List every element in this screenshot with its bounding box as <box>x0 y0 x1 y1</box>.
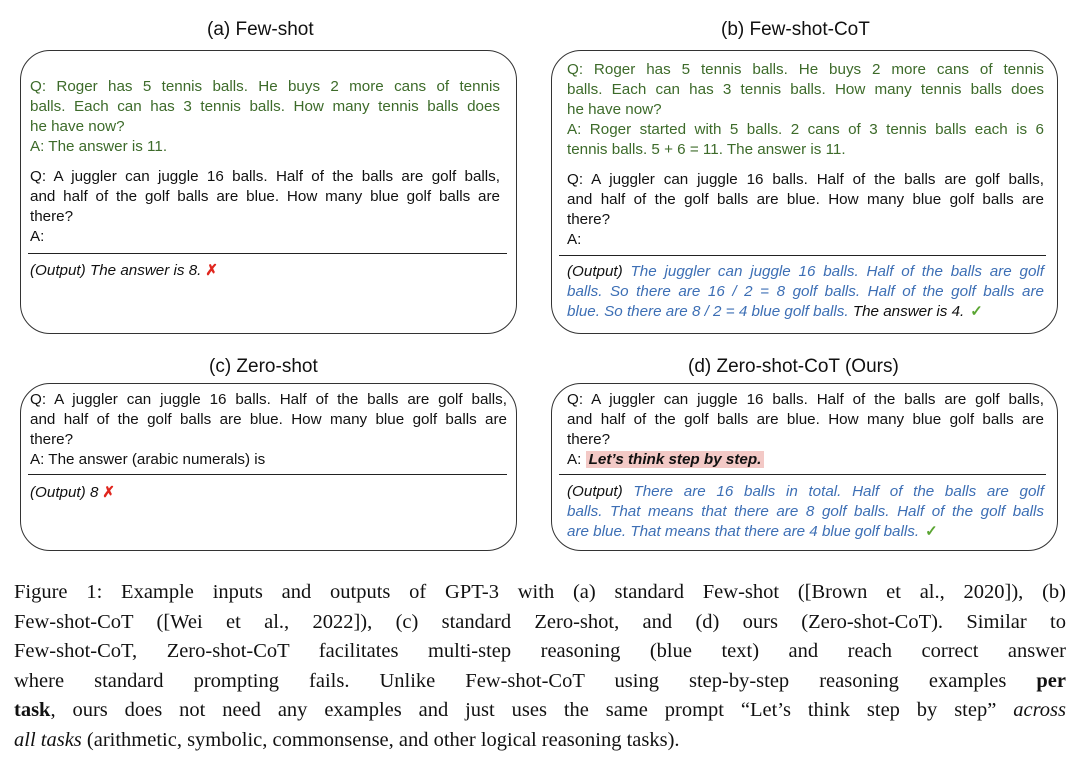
reasoning-line: balls. So there are 16 / 2 = 8 golf balls. Half of the golf balls are <box>567 283 1044 300</box>
answer-prefix: A: <box>567 451 582 468</box>
answer-prompt: A: <box>567 231 582 248</box>
example-question-line: balls. Each can has 3 tennis balls. How many tennis balls does <box>567 81 1044 98</box>
caption-text: (arithmetic, symbolic, commonsense, and other logical reasoning tasks). <box>81 728 680 751</box>
example-answer-line: A: Roger started with 5 balls. 2 cans of 3 tennis balls each is 6 <box>567 121 1044 138</box>
example-answer: A: The answer is 11. <box>30 138 168 155</box>
question-line: there? <box>567 211 611 228</box>
question-line: and half of the golf balls are blue. How many blue golf balls are <box>567 191 1044 208</box>
caption-text: , ours does not need any examples and just uses the same prompt “Let’s think step by step” <box>50 699 997 721</box>
panel-a-title: (a) Few-shot <box>207 19 314 40</box>
question-line: there? <box>30 208 74 225</box>
answer-prompt: A: <box>30 228 45 245</box>
reasoning-line: The juggler can juggle 16 balls. Half of the balls are golf <box>630 263 1044 280</box>
trigger-phrase-highlight: Let’s think step by step. <box>586 451 765 468</box>
reasoning-line: are blue. That means that there are 4 blue golf balls. <box>567 523 920 540</box>
check-mark-icon: ✓ <box>970 303 983 320</box>
panel-d-title: (d) Zero-shot-CoT (Ours) <box>688 356 899 377</box>
panel-a-output <box>30 261 500 281</box>
panel-d-output <box>567 482 1044 542</box>
answer-prompt: A: The answer (arabic numerals) is <box>30 451 266 468</box>
question-line: and half of the golf balls are blue. How many blue golf balls are <box>30 188 500 205</box>
caption-line <box>14 667 1066 697</box>
output-answer: The answer is 4. <box>852 303 965 320</box>
caption-line <box>14 726 1066 756</box>
figure-caption <box>14 578 1066 755</box>
cross-mark-icon: ✗ <box>102 484 116 501</box>
caption-italic: all tasks <box>14 728 82 751</box>
example-question-line: he have now? <box>30 118 125 135</box>
panel-c-content <box>30 390 507 470</box>
output-text: 8 <box>89 484 99 501</box>
panel-b-title: (b) Few-shot-CoT <box>721 19 870 40</box>
example-question-line: Q: Roger has 5 tennis balls. He buys 2 more cans of tennis <box>567 61 1044 78</box>
caption-line: Few-shot-CoT, Zero-shot-CoT facilitates multi-step reasoning (blue text) and reach correct answer <box>14 640 1066 662</box>
check-mark-icon: ✓ <box>925 523 938 540</box>
caption-text: where standard prompting fails. Unlike Few-shot-CoT using step-by-step reasoning examples <box>14 669 1007 692</box>
output-label: (Output) <box>567 263 623 280</box>
cross-mark-icon: ✗ <box>205 262 219 279</box>
question-line: Q: A juggler can juggle 16 balls. Half of the balls are golf balls, <box>30 168 500 185</box>
panel-d-divider <box>559 474 1046 475</box>
caption-bold: per <box>1036 669 1066 692</box>
reasoning-line: balls. That means that there are 8 golf balls. Half of the golf balls <box>567 503 1044 520</box>
output-label: (Output) <box>30 484 86 501</box>
reasoning-line: blue. So there are 8 / 2 = 4 blue golf balls. <box>567 303 849 320</box>
example-question-line: balls. Each can has 3 tennis balls. How many tennis balls does <box>30 98 500 115</box>
panel-a-content <box>30 77 500 247</box>
panel-b-divider <box>559 255 1046 256</box>
panel-b-content <box>567 60 1044 250</box>
panel-b-output <box>567 262 1044 322</box>
example-question-line: he have now? <box>567 101 662 118</box>
caption-line: Figure 1: Example inputs and outputs of GPT-3 with (a) standard Few-shot ([Brown et al., 2020]), (b) <box>14 581 1066 603</box>
question-line: there? <box>567 431 611 448</box>
question-line: Q: A juggler can juggle 16 balls. Half of the balls are golf balls, <box>567 171 1044 188</box>
caption-italic: across <box>1013 699 1067 721</box>
question-line: Q: A juggler can juggle 16 balls. Half of the balls are golf balls, <box>30 391 507 408</box>
example-answer-line: tennis balls. 5 + 6 = 11. The answer is 11. <box>567 141 846 158</box>
output-label: (Output) <box>567 483 623 500</box>
panel-c-divider <box>28 474 507 475</box>
example-question-line: Q: Roger has 5 tennis balls. He buys 2 more cans of tennis <box>30 78 500 95</box>
panel-c-title: (c) Zero-shot <box>209 356 318 377</box>
output-label: (Output) <box>30 262 86 279</box>
caption-line: Few-shot-CoT ([Wei et al., 2022]), (c) standard Zero-shot, and (d) ours (Zero-shot-CoT). Similar to <box>14 610 1066 633</box>
reasoning-line: There are 16 balls in total. Half of the balls are golf <box>633 483 1044 500</box>
caption-bold: task <box>14 699 51 721</box>
output-text: The answer is 8. <box>89 262 202 279</box>
question-line: Q: A juggler can juggle 16 balls. Half of the balls are golf balls, <box>567 391 1044 408</box>
caption-line <box>14 696 1066 726</box>
panel-c-output <box>30 483 500 503</box>
panel-d-content <box>567 390 1044 470</box>
question-line: and half of the golf balls are blue. How many blue golf balls are <box>30 411 507 428</box>
question-line: there? <box>30 431 74 448</box>
question-line: and half of the golf balls are blue. How many blue golf balls are <box>567 411 1044 428</box>
panel-a-divider <box>28 253 507 254</box>
